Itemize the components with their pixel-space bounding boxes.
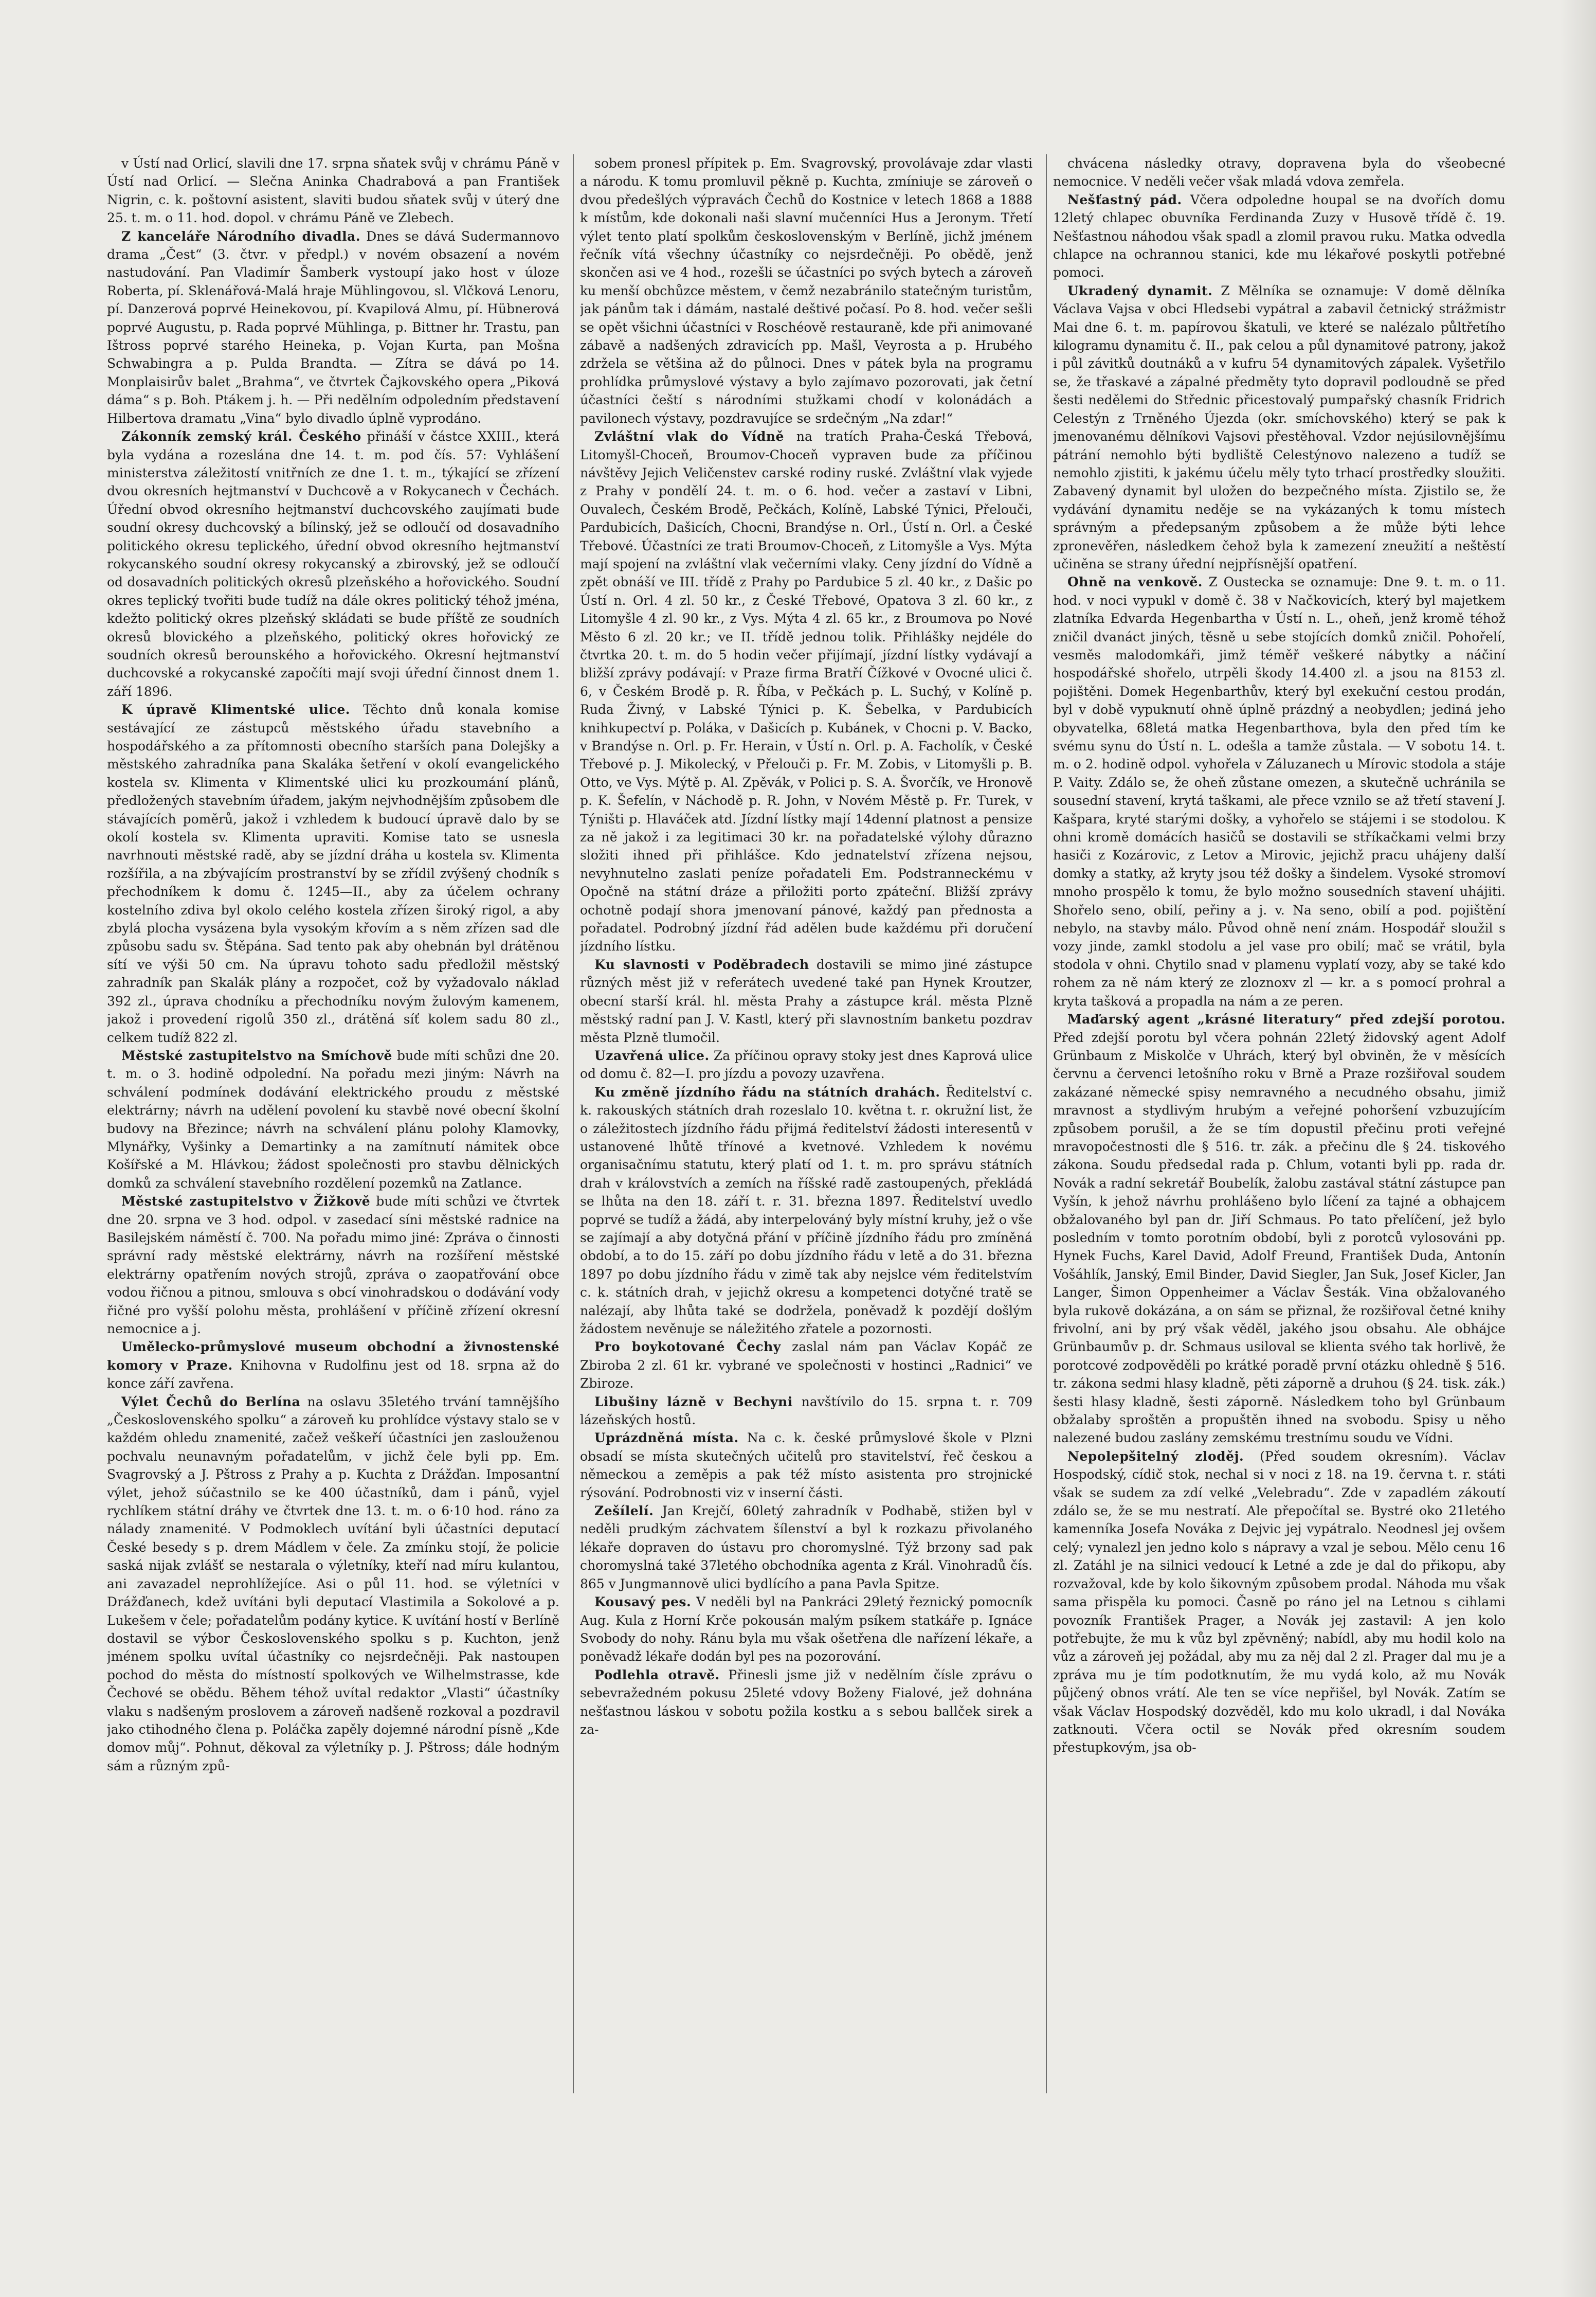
- article-body: zaslal nám pan Václav Kopáč ze Zbiroba 2 zl. 61 kr. vybrané ve společnosti v hostinci „Radnici“ ve Zbiroze.: [580, 1339, 1032, 1391]
- article-body: Před zdejší porotu byl včera pohnán 22letý židovský agent Adolf Grünbaum z Miskolče v Uhrách, který byl obviněn, že v měsících červnu a červenci letošního roku v Brně a Praze rozšiřoval soudem zakázané německé spisy nemravného a necudného obsahu, jimiž mravnost a stydlivým hrubým a veřejné pohoršení vzbuzujícím způsobem porušil, a že se tím dopustil přečinu proti veřejné mravopočestnosti dle § 516. tr. zák. a přečinu dle § 24. tiskového zákona. Soudu předsedal rada p. Chlum, votanti byli pp. rada dr. Novák a radní sekretář Boubelík, žalobu zastával státní zástupce pan Vyšín, k jehož návrhu prohlášeno bylo líčení za tajné a obhajcem obžalovaného byl pan dr. Jiří Schmaus. Po tato přelíčení, jež bylo posledním v tomto porotním období, byli z porotců vylosováni pp. Hynek Fuchs, Karel David, Adolf Freund, František Duda, Antonín Vošáhlík, Janský, Emil Binder, David Siegler, Jan Suk, Josef Kicler, Jan Langer, Šimon Oppenheimer a Václav Šesták. Vina obžalovaného byla rukově dokázána, a on sám se přiznal, že rozšiřoval četné knihy frivolní, ani by prý však věděl, jakého jsou obsahu. Ale obhájce Grünbaumův p. dr. Schmaus usiloval se klienta svého tak horlivě, že porotcové zodpověděli po krátké poradě první otázku ohledně § 516. tr. zákona sedmi hlasy kladně, pěti záporně a druhou (§ 24. tisk. zák.) šesti hlasy kladně, šesti záporně. Následkem toho byl Grünbaum obžalaby sproštěn a propuštěn ihned na svobodu. Spisy u něho nalezené budou zaslány zemskému trestnímu soudu ve Vídni.: [1053, 1030, 1506, 1446]
- column-2: [580, 154, 1032, 2093]
- article: [580, 154, 1032, 427]
- article-body: bude míti schůzi dne 20. t. m. o 3. hodině odpolední. Na pořadu mezi jiným: Návrh na schválení podmínek dodávání elektrického proudu z městské elektrárny; návrh na udělení povolení ku stavbě nové obecní školní budovy na Březince; návrh na schválení plánu polohy Klamovky, Mlynářky, Vyšinky a Demartinky a na zamítnutí námitek obce Košířské a M. Hlávkou; žádost společnosti pro stavbu dělnických domků za schválení stavebního rozdělení pozemků na Zatlance.: [107, 1048, 559, 1191]
- article: [580, 1393, 1032, 1429]
- article-body: Přinesli jsme již v nedělním čísle zprávu o sebevražedném pokusu 25leté vdovy Boženy Fialové, jež dohnána nešťastnou láskou v sobotu požila kostku a s sebou ballček sirek a za-: [580, 1667, 1032, 1737]
- article-headline: Nešťastný pád.: [1067, 192, 1182, 207]
- article: [107, 427, 559, 701]
- article-headline: Výlet Čechů do Berlína: [121, 1394, 301, 1409]
- article-body: Jan Krejčí, 60letý zahradník v Podhabě, stižen byl v neděli prudkým záchvatem šílenství a byl k rozkazu přivolaného lékaře dopraven do ústavu pro choromyslné. Týž brzony sad pak choromyslná také 37letého obchodníka agenta z Král. Vinohradů čís. 865 v Jungmannově ulici bydlícího a pana Pavla Spitze.: [580, 1503, 1032, 1591]
- column-3: [1053, 154, 1506, 2093]
- article-body: Dnes se dává Sudermannovo drama „Čest“ (3. čtvr. v předpl.) v novém obsazení a novém nastudování. Pan Vladimír Šamberk vystoupí jako host v úloze Roberta, pí. Sklenářová-Malá hraje Mühlingovou, sl. Vlčková Lenoru, pí. Danzerová poprvé Heinekovou, pí. Kvapilová Almu, pí. Hübnerová poprvé Augustu, p. Rada poprvé Mühlinga, p. Bittner hr. Trastu, pan Ištross poprvé starého Heineka, p. Vojan Kurta, pan Mošna Schwabingra a p. Pulda Brandta. — Zítra se dává po 14. Monplaisirův balet „Brahma“, ve čtvrtek Čajkovského opera „Piková dáma“ s p. Boh. Ptákem j. h. — Při nedělním odpoledním představení Hilbertova dramatu „Vina“ bylo divadlo úplně vyprodáno.: [107, 228, 559, 426]
- article-headline: Pro boykotované Čechy: [594, 1339, 781, 1355]
- article: [107, 1047, 559, 1192]
- article-body: na oslavu 35letého trvání tamnějšího „Československého spolku“ a zároveň ku prohlídce výstavy stalo se v každém ohledu znamenité, začež veškeří účastníci jen zaslouženou pochvalu neunavným pořadatelům, v jichž čele byli pp. Em. Svagrovský a J. Pštross z Prahy a p. Kuchta z Drážďan. Imposantní výlet, jehož súčastnilo se ke 400 účastníků, dam i pánů, vyjel rychlíkem státní dráhy ve čtvrtek dne 13. t. m. o 6·10 hod. ráno za nálady znamenité. V Podmoklech uvítání byli účastníci deputací České besedy s p. drem Mádlem v čele. Za zmínku stojí, že policie saská nijak zvlášť se nestarala o výletníky, kteří nad míru kulantou, ani zavazadel neprohlížejíce. Asi o půl 11. hod. se výletníci v Drážďanech, kdež uvítáni byli deputací Vlastimila a Sokolové a p. Lukešem v čele; pořadatelům podány kytice. K uvítání hostí v Berlíně dostavil se výbor Československého spolku s p. Kuchton, jenž jménem spolku uvítal účastníky co nejsrdečněji. Pak nastoupen pochod do města do místností spolkových ve Wilhelmstrasse, kde Čechové se obědu. Během téhož uvítal redaktor „Vlasti“ účastníky vlaku s nadšeným proslovem a zároveň nadšeně rozkoval a pozdravil jako ctihodného člena p. Poláčka zapěly dojemné národní písně „Kde domov můj“. Pohnut, děkoval za výletníky p. J. Pštross; dále hodným sám a různým způ-: [107, 1394, 559, 1773]
- article-body: v Ústí nad Orlicí, slavili dne 17. srpna sňatek svůj v chrámu Páně v Ústí nad Orlicí. — Slečna Aninka Chadrabová a pan František Nigrin, c. k. poštovní asistent, slaviti budou sňatek svůj v úterý dne 25. t. m. o 11. hod. dopol. v chrámu Páně ve Zlebech.: [107, 156, 559, 226]
- article-body: chvácena následky otravy, dopravena byla do všeobecné nemocnice. V neděli večer však mladá vdova zemřela.: [1053, 156, 1506, 189]
- article-headline: Z kanceláře Národního divadla.: [121, 228, 361, 244]
- article-headline: Umělecko-průmyslové museum obchodní a živnostenské komory v Praze.: [107, 1339, 559, 1373]
- article-headline: Ku změně jízdního řádu na státních drahách.: [594, 1084, 940, 1100]
- article-body: Ředitelství c. k. rakouských státních drah rozeslalo 10. května t. r. okružní list, že o záležitostech jízdního řádu přijmá ředitelství žádosti interesentů v ustanovené lhůtě třínové a kvetnové. Vzhledem k novému organisačnímu statutu, který platí od 1. t. m. pro správu státních drah v královstvích a zemích na říšské radě zastoupených, překládá se lhůta na den 18. září t. r. 31. března 1897. Ředitelství uvedlo poprvé se tudíž a žádá, aby interpelováný byly místní kruhy, jež o vše se zajímají a aby dotyčná přání v příčině jízdního řádu pro zmíněná období, a to do 15. září po dobu jízdního řádu v letě a do 31. března 1897 po dobu jízdního řádu v zimě tak aby nejslce vém ředitelstvím c. k. státních drah, v jejichž okresu a kompetenci dotyčné tratě se nalézají, aby lhůta také se dodržela, poněvadž k pozdějí došlým žádostem nevěnuje se náležitého zřatele a pozornosti.: [580, 1084, 1032, 1336]
- article: [580, 1047, 1032, 1083]
- article: [1053, 1447, 1506, 1757]
- article-body: bude míti schůzi ve čtvrtek dne 20. srpna ve 3 hod. odpol. v zasedací síni městské radnice na Basilejském náměstí č. 700. Na pořadu mimo jiné: Zpráva o činnosti správní rady městské elektrárny, návrh na rozšíření městské elektrárny opatřením nových strojů, zpráva o zaopatřování obce vodou řičnou a pitnou, smlouva s obcí vinohradskou o dodávání vody řičné pro vyšší polohu města, prohlášení v příčině zřízení okresní nemocnice a j.: [107, 1194, 559, 1336]
- article-body: Včera odpoledne houpal se na dvořích domu 12letý chlapec obuvníka Ferdinanda Zuzy v Husově třídě č. 19. Nešťastnou náhodou však spadl a zlomil pravou ruku. Matka odvedla chlapce na ochrannou stanici, kde mu lékařové poskytli potřebné pomoci.: [1053, 192, 1506, 280]
- article-headline: Ku slavnosti v Poděbradech: [594, 957, 809, 972]
- article-body: (Před soudem okresním). Václav Hospodský, cídič stok, nechal si v noci z 18. na 19. června t. r. státi však se sudem za zdí velké „Velebradu“. Zde v zapadlém zákoutí zdálo se, že se mu nestratí. Ale přepočítal se. Bystré oko 21letého kamenníka Josefa Nováka z Dejvic jej vypátralo. Neodnesl jej ovšem celý; vynalezl jen jedno kolo s nápravy a vzal je sebou. Mělo cenu 16 zl. Zatáhl je na silnici vedoucí k Letné a zde je dal do přikopu, aby rozvažoval, kde by kolo šikovným způsobem prodal. Náhoda mu však sama přispěla ku pomoci. Časně po ráno jel na Letnou s cihlami povozník František Prager, a Novák jej zastavil: A jen kolo potřebujte, že mu k vůz byl zpěvněný; nabídl, aby mu hodil kolo na vůz a zároveň jej požádal, aby mu za něj dal 2 zl. Prager dal mu je a zpráva mu je tím podotknutím, že mu vydá kolo, až mu Novák půjčený obnos vrátí. Ale ten se více nepřišel, byl Novák. Zatím se však Václav Hospodský dozvěděl, kdo mu kolo ukradl, i dal Nováka zatknouti. Včera octil se Novák před okresním soudem přestupkovým, jsa ob-: [1053, 1448, 1506, 1755]
- article-headline: Ukradený dynamit.: [1067, 283, 1213, 298]
- article: [1053, 191, 1506, 282]
- article-headline: Maďarský agent „krásné literatury“ před zdejší porotou.: [1067, 1012, 1506, 1027]
- article: [580, 1666, 1032, 1739]
- article-body: navštívilo do 15. srpna t. r. 709 lázeňských hostů.: [580, 1394, 1032, 1428]
- article-body: Těchto dnů konala komise sestávající ze zástupců městského úřadu stavebního a hospodářského a za přítomnosti obecního starších pana Dolejšky a městského zahradníka pana Skalákа šetření v okolí evangelického kostela sv. Klimenta v Klimentské ulici ku prozkoumání plánů, předložených stavebním úřadem, jakým nejvhodnějším způsobem dle stávajících poměrů, jakož i vzhledem k budoucí úpravě dalo by se okolí kostela sv. Klimenta upraviti. Komise tato se usnesla navrhnouti městské radě, aby se jízdní dráha u kostela sv. Klimenta rozšířila, a na zbývajícím prostranství by se zřídil zvýšený chodník s přechodníkem k domu č. 1245—II., aby za účelem ochrany kostelního zdiva byl okolo celého kostela zřízen široký rigol, a aby zbylá plocha vysázena byla vysokým křovím a s něm zřízen sad dle způsobu sadu sv. Štěpána. Sad tento pak aby ohebnán byl drátěnou sítí ve výši 50 cm. Na úpravu tohoto sadu předložil městský zahradník pan Skalák plány a rozpočet, což by vyžadovalo náklad 392 zl., úprava chodníku a přechodníku novým žulovým kamenem, jakož i provedení rigolů 350 zl., drátěná síť kolem sadu 80 zl., celkem tudíž 822 zl.: [107, 702, 559, 1045]
- article-body: sobem pronesl přípitek p. Em. Svagrovský, provolávaje zdar vlasti a národu. K tomu promluvil pěkně p. Kuchta, zmíniuje se zároveň o dvou předešlých výpravách Čechů do Kostnice v letech 1868 a 1888 k místům, kde dokonali naši slavní mučenníci Hus a Jeronym. Třetí výlet tento platí spolkům československým v Berlíně, jichž jménem řečník vítá všechny účastníky co nejsrdečněji. Po obědě, jenž skončen asi ve 4 hod., rozešli se účastníci po svých bytech a zároveň ku menší obchůzce městem, v čemž nezabránilo statečným turistům, jak pánům tak i dámám, nastalé deštivé počasí. Po 8. hod. večer sešli se opět všichni účastníci v Roschéově restauraně, kde při animované zábavě a nadšených zdravicích pp. Mašl, Veyrosta a p. Hrubého zdržela se většina až do půlnoci. Dnes v pátek byla na programu prohlídka průmyslové výstavy a bylo zajímavo pozorovati, jak četní účastníci čeští s národními stužkami chodí v kolonádách a pavilonech výstavy, pozdravujíce se srdečným „Na zdar!“: [580, 156, 1032, 426]
- article-headline: Městské zastupitelstvo na Smíchově: [121, 1048, 392, 1063]
- article-body: přináší v částce XXIII., která byla vydána a rozeslána dne 14. t. m. pod čís. 57: Vyhlášení ministerstva záležitostí vnitřních ze dne 1. t. m., týkající se zřízení dvou okresních hejtmanství v Duchcově a v Rokycanech v Čechách. Úřední obvod okresního hejtmanství duchcovského zaujímati bude soudní okresy duchcovský a bílinský, jež se odloučí od dosavadního politického okresu teplického, úřední obvod okresního hejtmanství rokycanského soudní okresy rokycanský a zbirovský, jež se odloučí od dosavadních politických okresů plzeňského a hořovického. Soudní okres teplický tvořiti bude tudíž na dále okres politický téhož jména, kdežto politický okres plzeňský skládati se bude příště ze soudních okresů blovického a plzeňského, politický okres hořovický ze soudních okresů berounského a hořovického. Okresní hejtmanství duchcovské a rokycanské započíti mají svoji úřední činnost dnem 1. září 1896.: [107, 429, 559, 699]
- article: [1053, 1010, 1506, 1447]
- article-headline: Uzavřená ulice.: [594, 1048, 710, 1063]
- article: [1053, 282, 1506, 573]
- column-divider: [1046, 154, 1047, 2093]
- article-headline: Libušiny lázně v Bechyni: [594, 1394, 793, 1409]
- article: [107, 1338, 559, 1392]
- article-headline: Uprázdněná místa.: [594, 1430, 739, 1446]
- article: [580, 427, 1032, 956]
- newspaper-page: [107, 154, 1506, 2093]
- article: [580, 1593, 1032, 1666]
- article-body: na tratích Praha-Česká Třebová, Litomyšl-Choceň, Broumov-Choceň vypraven bude za příčinou návštěvy Jejich Veličenstev carské rodiny ruské. Zvláštní vlak vyjede z Prahy v pondělí 24. t. m. o 6. hod. večer a zastaví v Libni, Ouvalech, Českém Brodě, Pečkách, Kolíně, Labské Týnici, Přelouči, Pardubicích, Dašicích, Chocni, Brandýse n. Orl., Ústí n. Orl. a České Třebové. Účastníci ze trati Broumov-Choceň, z Litomyšle a Vys. Mýta mají spojení na zvláštní vlak večerními vlaky. Ceny jízdní do Vídně a zpět obnáší ve III. třídě z Prahy po Pardubice 5 zl. 40 kr., z Dašic po Ústí n. Orl. 4 zl. 50 kr., z České Třebové, Opatova 3 zl. 60 kr., z Litomyšle 4 zl. 90 kr., z Vys. Mýta 4 zl. 65 kr., z Broumova po Nové Město 6 zl. 20 kr.; ve II. třídě jednou tolik. Přihlášky nejdéle do čtvrtka 20. t. m. do 5 hodin večer přijímají, jízdní lístky vydávají a bližší zprávy podávají: v Praze firma Bratří Čížkové v Ovocné ulici č. 6, v Českém Brodě p. R. Říba, v Pečkách p. L. Suchý, v Kolíně p. Ruda Živný, v Labské Týnici p. K. Šebelka, v Pardubicích knihkupectví p. Poláka, v Dašicích p. Kubánek, v Chocni p. V. Backo, v Brandýse n. Orl. p. Fr. Herain, v Ústí n. Orl. p. A. Facholík, v České Třebové p. J. Mikolecký, v Přelouči p. Fr. M. Zobis, v Litomyšli p. B. Otto, ve Vys. Mýtě p. Al. Zpěvák, v Polici p. S. A. Švorčík, ve Hronově p. K. Šefelín, v Náchodě p. R. John, v Novém Městě p. Fr. Turek, v Týništi p. Hlaváček atd. Jízdní lístky mají 14denní platnost a pensize za ně jakož i za legitimaci 30 kr. na pořadatelské výlohy důrazno složiti ihned při přihlášce. Kdo jednatelství zřízena nejsou, nevyhnutelno zaslati peníze pořadateli Em. Podstranneckému v Opočně na státní dráze a přiložiti porto zpáteční. Bližší zprávy ochotně podají shora jmenovaní pánové, každý pan přednosta a pořadatel. Podrobný jízdní řád adělen bude každému při doručení jízdního lístku.: [580, 429, 1032, 954]
- article-body: Z Mělníka se oznamuje: V domě dělníka Václava Vajsa v obci Hledsebi vypátral a zabavil četnický strážmistr Mai dne 6. t. m. papírovou škatuli, ve které se nalézalo půltřetího kilogramu dynamitu č. II., pak celou a půl dynamitové patrony, jakož i půl závitků doutnáků a v kufru 54 dynamitových zápalek. Vyšetřilo se, že třaskavé a zápalné předměty tyto dopravil podloudně se před šesti nedělemi do Střednic přicestovalý pumpařský chasník Fridrich Celestýn z Trněného Újezda (okr. smíchovského) který se pak k jmenovanému dělníkovi Vajsovi přestěhoval. Vzdor nejúsilovnějšímu pátrání nemohlo býti bydliště Celestýnovo nalezeno a tudíž se nemohlo zjistiti, k jakému účelu měly tyto trhací prostředky sloužiti. Zabavený dynamit byl uložen do bezpečného místa. Zjistilo se, že vydávání dynamitu neděje se na vykázaných k tomu místech správným a předepsaným způsobem a že může býti lehce zpronevěřen, následkem čehož byla k zamezení zneužití a neštěstí učiněna se strany úřední nejpřísnější opatření.: [1053, 283, 1506, 571]
- article: [580, 1502, 1032, 1593]
- article: [1053, 573, 1506, 1010]
- article-headline: Kousavý pes.: [594, 1594, 692, 1610]
- column-1: [107, 154, 559, 2093]
- page-edge-shadow: [1560, 0, 1596, 2297]
- article: [107, 701, 559, 1047]
- article-body: Na c. k. české průmyslové škole v Plzni obsadí se místa skutečných učitelů pro stavitelství, řeč českou a německou a zeměpis a pak též místo asistenta pro strojnické rýsování. Podrobnosti viz v inserní části.: [580, 1430, 1032, 1500]
- article-headline: Nepolepšitelný zloděj.: [1067, 1448, 1244, 1464]
- article: [1053, 154, 1506, 191]
- article-headline: Zešílelí.: [594, 1503, 654, 1519]
- article-body: V neděli byl na Pankráci 29letý řeznický pomocník Aug. Kula z Horní Krče pokousán malým psíkem statkáře p. Ignáce Svobody do nohy. Ránu byla mu však ošetřena dle nařízení lékaře, a poněvadž lékaře dodán byl pes na pozorování.: [580, 1594, 1032, 1664]
- article-headline: Zákonník zemský král. Českého: [121, 429, 361, 444]
- article: [580, 1429, 1032, 1502]
- article-body: dostavili se mimo jiné zástupce různých měst již v referátech uvedené také pan Hynek Kroutzer, obecní starší král. hl. města Prahy a zástupce král. města Plzně městský radní pan J. V. Kastl, který při slavnostním banketu pozdrav města Plzně tlumočil.: [580, 957, 1032, 1045]
- article: [580, 1338, 1032, 1392]
- article: [107, 1393, 559, 1775]
- article-headline: Ohně na venkově.: [1067, 575, 1203, 590]
- article-headline: Městské zastupitelstvo v Žižkově: [121, 1194, 371, 1209]
- article-body: Za příčinou opravy stoky jest dnes Kaprová ulice od domu č. 82—I. pro jízdu a povozy uzavřena.: [580, 1048, 1032, 1082]
- article: [107, 154, 559, 227]
- article: [107, 227, 559, 427]
- article-headline: Podlehla otravě.: [594, 1667, 720, 1682]
- article-body: Knihovna v Rudolfinu jest od 18. srpna až do konce září zavřena.: [107, 1357, 559, 1391]
- article: [580, 956, 1032, 1047]
- article: [580, 1083, 1032, 1338]
- article-body: Z Oustecka se oznamuje: Dne 9. t. m. o 11. hod. v noci vypukl v domě č. 38 v Načkovicích, který byl majetkem zlatníka Edvarda Hegenbartha v Ústí n. L., oheň, jenž kromě téhož zničil dvanáct jiných, těsně u sebe stojících domků zničil. Pohořelí, vesměs malodomkáři, jimž téměř veškeré nábytky a náčiní hospodářské shořelo, utrpěli škody 14.400 zl. a jsou na 8153 zl. pojištěni. Domek Hegenbarthův, který byl exekuční cestou prodán, byl v době vypuknutí ohně úplně prázdný a neobydlen; jediná jeho obyvatelka, 68letá matka Hegenbarthova, byla den před tím ke svému synu do Ústí n. L. odešla a tamže zůstala. — V sobotu 14. t. m. o 2. hodině odpol. vyhořela v Záluzanech u Mírovic stodola a stáje P. Vaity. Zdálo se, že oheň zůstane omezen, a skutečně uchránila se sousední stavení, krytá taškami, ale přece vznilo se až třetí stavení J. Kašpara, kryté starými došky, a vyhořelo se stájemi i se stodolou. K ohni kromě domácích hasičů se dostavili se stříkačkami velmi brzy hasiči z Kozárovic, z Letov a Mirovic, jejichž pracu uhájeny další domky a statky, až kryty jsou též došky a šindelem. Vysoké stromoví mnoho prospělo k tomu, že bylo možno sousedních stavení uhájiti. Shořelo seno, obilí, peřiny a j. v. Na seno, obilí a pod. pojištění nebylo, na stavby málo. Původ ohně není znám. Hospodář sloužil s vozy jinde, zamkl stodolu a jel vase pro obilí; mač se vrátil, byla stodola v ohni. Chytilo snad v plamenu vyplatí vozy, aby se také kdo rohem za ně nám který ze zloznoxv zl — kr. a s pomocí prohral a kryta tašková a propadla na nám a ze peren.: [1053, 575, 1506, 1009]
- column-divider: [573, 154, 574, 2093]
- article-headline: Zvláštní vlak do Vídně: [594, 429, 784, 444]
- article-headline: K úpravě Klimentské ulice.: [121, 702, 350, 717]
- article: [107, 1192, 559, 1338]
